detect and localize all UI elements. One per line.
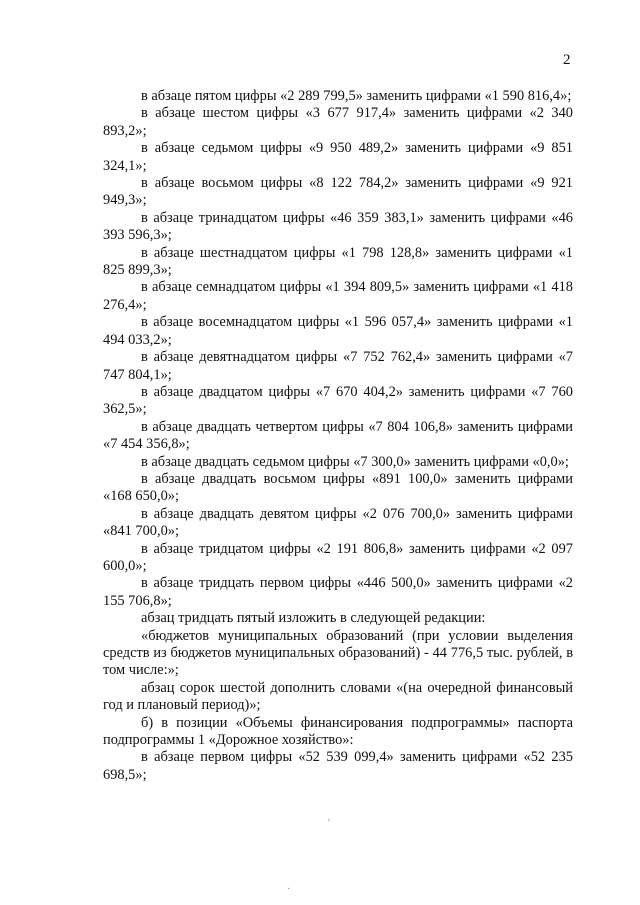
page-number: 2 (563, 52, 571, 68)
paragraph: абзац тридцать пятый изложить в следующей редакции: (141, 610, 486, 627)
paragraph: в абзаце восемнадцатом цифры «1 596 057,4» заменить цифрами «1 494 033,2»; (103, 314, 573, 348)
scan-mark: ′ (328, 818, 331, 829)
scan-dot: · (287, 884, 291, 895)
paragraph: в абзаце первом цифры «52 539 099,4» заменить цифрами «52 235 698,5»; (103, 749, 573, 783)
paragraph: в абзаце тринадцатом цифры «46 359 383,1» заменить цифрами «46 393 596,3»; (103, 209, 573, 244)
paragraph: в абзаце восьмом цифры «8 122 784,2» заменить цифрами «9 921 949,3»; (103, 175, 573, 209)
paragraph: б) в позиции «Объемы финансирования подпрограммы» паспорта подпрограммы 1 «Дорожное хозяйство»: (103, 714, 573, 749)
paragraph: абзац сорок шестой дополнить словами «(на очередной финансовый год и плановый период)»; (103, 679, 573, 714)
paragraph: в абзаце тридцатом цифры «2 191 806,8» заменить цифрами «2 097 600,0»; (103, 540, 573, 574)
paragraph: в абзаце девятнадцатом цифры «7 752 762,4» заменить цифрами «7 747 804,1»; (103, 349, 573, 383)
paragraph: в абзаце двадцать девятом цифры «2 076 700,0» заменить цифрами «841 700,0»; (103, 505, 573, 540)
paragraph: в абзаце двадцать четвертом цифры «7 804 106,8» заменить цифрами «7 454 356,8»; (103, 418, 573, 453)
paragraph: в абзаце тридцать первом цифры «446 500,0» заменить цифрами «2 155 706,8»; (103, 575, 573, 609)
paragraph: в абзаце двадцать седьмом цифры «7 300,0» заменить цифрами «0,0»; (141, 453, 569, 470)
paragraph: «бюджетов муниципальных образований (при условии выделения средств из бюджетов муниципальных образований) - 44 776,5 тыс. рублей, в том числе:»; (103, 627, 573, 679)
paragraph: в абзаце шестнадцатом цифры «1 798 128,8» заменить цифрами «1 825 899,3»; (103, 244, 573, 279)
paragraph: в абзаце пятом цифры «2 289 799,5» заменить цифрами «1 590 816,4»; (141, 88, 572, 104)
paragraph: в абзаце двадцатом цифры «7 670 404,2» заменить цифрами «7 760 362,5»; (103, 383, 573, 418)
paragraph: в абзаце двадцать восьмом цифры «891 100,0» заменить цифрами «168 650,0»; (103, 470, 573, 505)
paragraph: в абзаце седьмом цифры «9 950 489,2» заменить цифрами «9 851 324,1»; (103, 140, 573, 174)
document-body (103, 88, 573, 784)
paragraph: в абзаце шестом цифры «3 677 917,4» заменить цифрами «2 340 893,2»; (103, 105, 573, 139)
paragraph: в абзаце семнадцатом цифры «1 394 809,5» заменить цифрами «1 418 276,4»; (103, 279, 573, 313)
